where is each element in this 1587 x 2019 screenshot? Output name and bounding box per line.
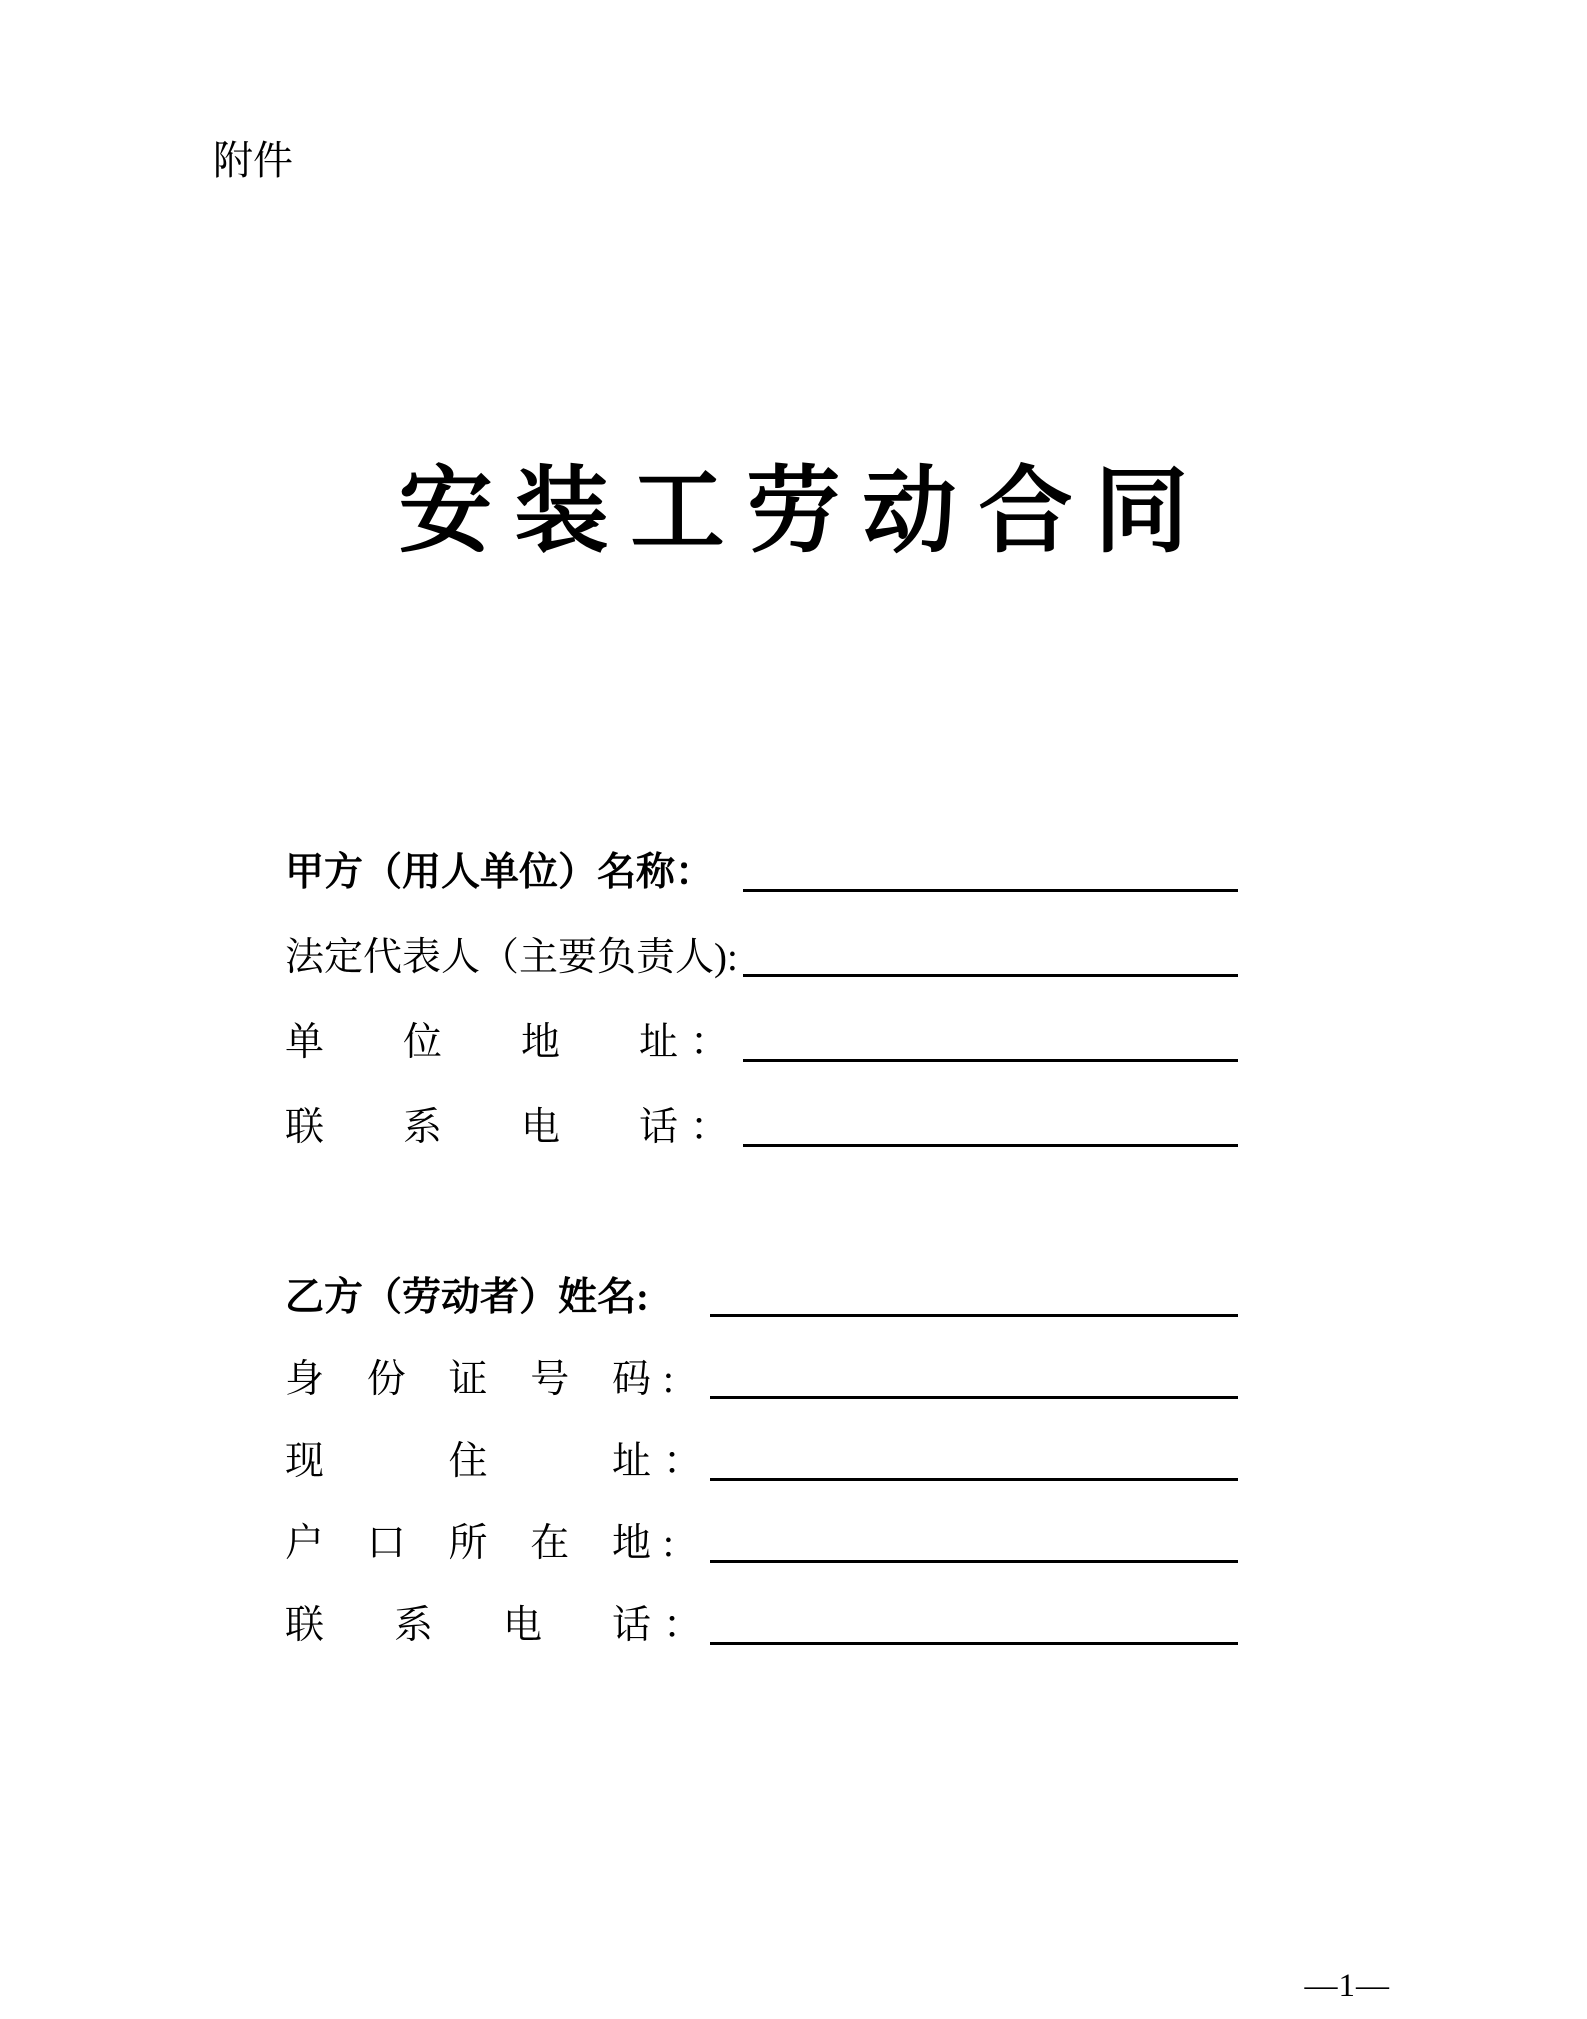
field-row-household-registration bbox=[285, 1521, 1238, 1567]
party-a-section bbox=[285, 850, 1238, 1190]
worker-phone-blank-field bbox=[710, 1642, 1238, 1645]
field-row-employer-address bbox=[285, 1020, 1238, 1066]
field-row-employer-name bbox=[285, 850, 1238, 896]
document-title: 安装工劳动合同 bbox=[398, 458, 1211, 563]
field-row-current-address bbox=[285, 1439, 1238, 1485]
employer-phone-label: 联系电话 ： bbox=[285, 1106, 730, 1149]
worker-name-label: 乙方（劳动者）姓名 : bbox=[285, 1276, 650, 1319]
worker-phone-label: 联系电话 ： bbox=[285, 1604, 703, 1647]
legal-representative-label: 法定代表人（主要负责人) : bbox=[285, 936, 738, 979]
party-b-section bbox=[285, 1275, 1238, 1685]
field-row-legal-representative bbox=[285, 935, 1238, 981]
employer-phone-blank-field bbox=[743, 1144, 1238, 1147]
current-address-blank-field bbox=[710, 1478, 1238, 1481]
employer-address-blank-field bbox=[743, 1059, 1238, 1062]
employer-name-label: 甲方（用人单位）名称 ： bbox=[285, 851, 715, 894]
current-address-label: 现住址 ： bbox=[285, 1440, 703, 1483]
id-number-label: 身份证号码 : bbox=[285, 1358, 674, 1401]
field-row-worker-name bbox=[285, 1275, 1238, 1321]
field-row-id-number bbox=[285, 1357, 1238, 1403]
household-registration-label: 户口所在地 : bbox=[285, 1522, 674, 1565]
page-number: —1— bbox=[1304, 1968, 1390, 2004]
field-row-employer-phone bbox=[285, 1105, 1238, 1151]
attachment-label: 附件 bbox=[213, 138, 293, 183]
employer-address-label: 单位地址 ： bbox=[285, 1021, 730, 1064]
household-registration-blank-field bbox=[710, 1560, 1238, 1563]
worker-name-blank-field bbox=[710, 1314, 1238, 1317]
employer-name-blank-field bbox=[743, 889, 1238, 892]
id-number-blank-field bbox=[710, 1396, 1238, 1399]
legal-representative-blank-field bbox=[743, 974, 1238, 977]
field-row-worker-phone bbox=[285, 1603, 1238, 1649]
